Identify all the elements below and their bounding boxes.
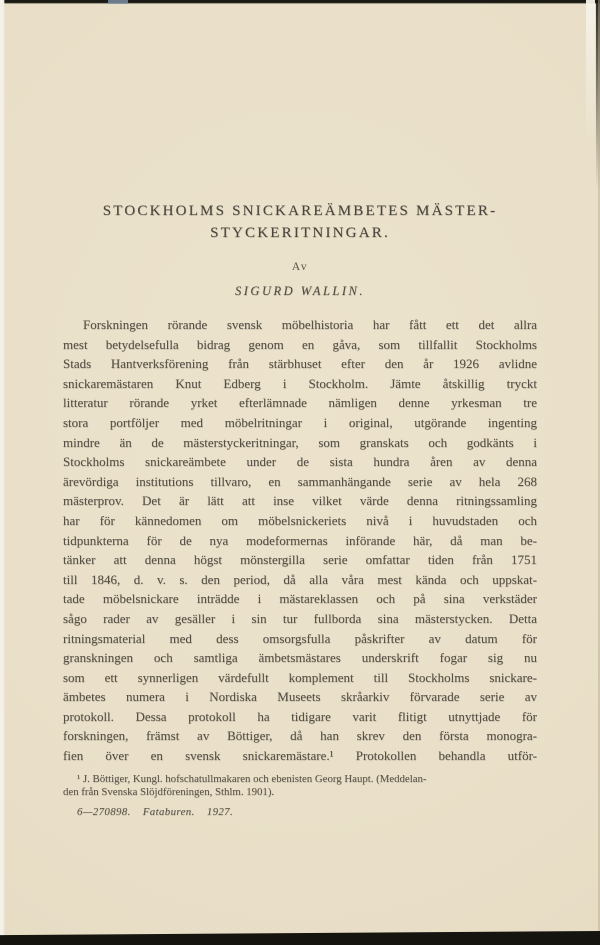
- footnote: [63, 773, 537, 800]
- body-line: fien över en svensk snickaremästare.¹ Protokollen behandla utför-: [63, 748, 537, 764]
- scan-edge-left: [0, 0, 5, 945]
- body-line: som ett synnerligen värdefullt komplement till Stockholms snickare-: [63, 669, 537, 685]
- body-line: protokoll. Dessa protokoll ha tidigare varit flitigt utnyttjade för: [63, 708, 537, 724]
- article-title-line2: STYCKERITNINGAR.: [210, 225, 390, 241]
- body-paragraph: [63, 315, 537, 766]
- body-line: ärevördiga institutions tillvaro, en sammanhängande serie av hela 268: [63, 473, 537, 489]
- body-line: har för kännedomen om möbelsnickeriets nivå i huvudstaden och: [63, 512, 537, 528]
- printed-page-content: [63, 0, 537, 818]
- body-line: sågo rader av gesäller i sin tur fullborda sina mästerstycken. Detta: [63, 610, 537, 626]
- body-line: mindre än de mästerstyckeritningar, som granskats och godkänts i: [63, 434, 537, 450]
- body-line: granskningen och samtliga ämbetsmästares underskrift fogar sig nu: [63, 650, 537, 666]
- body-line: ritningsmaterial med dess omsorgsfulla påskrifter av datum för: [63, 630, 537, 646]
- scan-edge-bottom: [0, 928, 600, 945]
- body-line: tidpunkterna för de nya modeformernas införande här, då man be-: [63, 532, 537, 548]
- body-line: mästerprov. Det är lätt att inse vilket värde denna ritningssamling: [63, 493, 537, 509]
- body-line: litteratur rörande yrket efterlämnade nämligen denne yrkesman tre: [63, 395, 537, 411]
- body-line: Stockholms snickareämbete under de sista hundra åren av denna: [63, 454, 537, 470]
- body-line: mest betydelsefulla bidrag genom en gåva, som tillfallit Stockholms: [63, 336, 537, 352]
- body-line: tade möbelsnickare inträdde i mästareklassen och på sina verkstäder: [63, 591, 537, 607]
- body-line: Stads Hantverksförening från stärbhuset efter den år 1926 avlidne: [63, 356, 537, 372]
- author-name: SIGURD WALLIN.: [235, 284, 365, 298]
- body-line: tänker att denna högst mönstergilla serie omfattar tiden från 1751: [63, 552, 537, 568]
- footnote-line: den från Svenska Slöjdföreningen, Sthlm. 1901).: [63, 786, 275, 799]
- scan-edge-right-light: [586, 0, 595, 150]
- article-title-line1: STOCKHOLMS SNICKAREÄMBETES MÄSTER-: [102, 203, 498, 219]
- printer-imprint: 6—270898. Fataburen. 1927.: [77, 805, 234, 818]
- byline: Av: [291, 261, 309, 273]
- body-line: ämbetes numera i Nordiska Museets skråarkiv förvarade serie av: [63, 689, 537, 705]
- body-line: Forskningen rörande svensk möbelhistoria har fått ett det allra: [83, 317, 537, 332]
- footnote-line: ¹ J. Böttiger, Kungl. hofschatullmakaren och ebenisten Georg Haupt. (Meddelan-: [77, 772, 427, 785]
- body-line: forskningen, främst av Böttiger, då han skrev den första monogra-: [63, 728, 537, 744]
- body-line: till 1846, d. v. s. den period, då alla våra mest kända och uppskat-: [63, 571, 537, 587]
- body-line: stora portföljer med möbelritningar i original, utgörande ingenting: [63, 414, 537, 430]
- body-line: snickaremästaren Knut Edberg i Stockholm. Jämte åtskillig tryckt: [63, 375, 537, 391]
- article-title: [63, 200, 537, 244]
